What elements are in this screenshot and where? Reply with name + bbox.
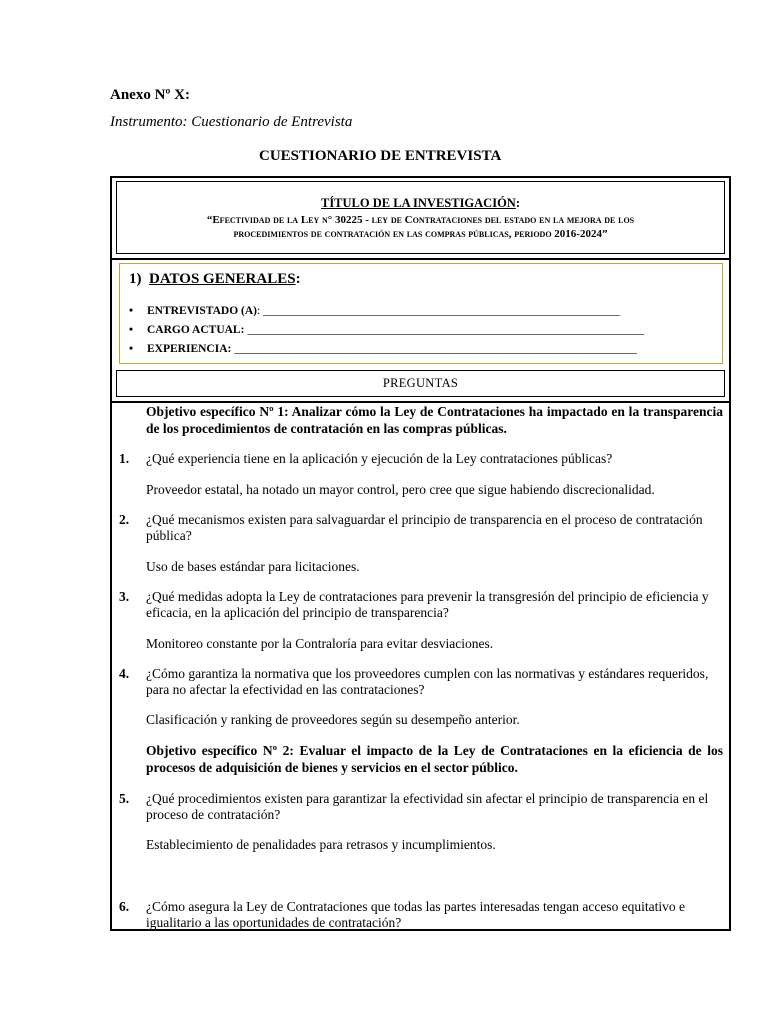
answer-text: Uso de bases estándar para licitaciones. [146,559,360,574]
questions-header: PREGUNTAS [116,370,725,397]
question-number: 2. [119,512,130,527]
field-blank-line[interactable]: ______________________________________________________________________ [231,343,637,355]
bullet-icon: • [129,324,134,336]
question-text: ¿Qué procedimientos existen para garantizar la efectividad sin afectar el principio de transparencia en el proceso de contratación? [146,791,709,822]
field-label: EXPERIENCIA: [147,343,232,355]
answer-text: Proveedor estatal, ha notado un mayor control, pero cree que sigue habiendo discrecionalidad. [146,482,655,497]
research-title-heading [117,196,724,211]
field-blank-line[interactable]: : ______________________________________________________________ [257,305,620,317]
field-blank-line[interactable]: _____________________________________________________________________ [244,324,645,336]
answer-text: Clasificación y ranking de proveedores según su desempeño anterior. [146,712,520,727]
question-text: ¿Qué medidas adopta la Ley de contrataciones para prevenir la transgresión del principio de eficiencia y eficacia, en la aplicación del principio de transparencia? [146,589,709,620]
general-data-heading-colon: : [295,271,301,287]
field-label: ENTREVISTADO (A) [147,305,258,317]
general-data-box [119,263,723,364]
research-title-box [116,181,725,254]
question-number: 4. [119,666,130,681]
bullet-icon: • [129,305,134,317]
objective-2: Objetivo específico Nº 2: Evaluar el impacto de la Ley de Contrataciones en la eficiencia de los procesos de adquisición de bienes y servicios en el sector público. [146,743,723,775]
question-number: 3. [119,589,130,604]
research-heading-colon: : [515,196,520,210]
instrument-label: Instrumento: Cuestionario de Entrevista [110,114,353,130]
question-number: 5. [119,791,130,806]
general-data-number: 1) [129,271,142,287]
question-text: ¿Qué experiencia tiene en la aplicación y ejecución de la Ley contrataciones públicas? [146,451,613,466]
general-data-heading-text: DATOS GENERALES [149,271,296,287]
question-number: 6. [119,899,130,914]
answer-text: Monitoreo constante por la Contraloría para evitar desviaciones. [146,636,494,651]
research-heading-text: TÍTULO DE LA INVESTIGACIÓN [320,196,516,210]
research-title-line-1: “Efectividad de la Ley n° 30225 - ley de Contrataciones del estado en la mejora de los [206,214,635,226]
field-interviewee [129,302,644,321]
questionnaire-frame [110,176,731,931]
objective-1: Objetivo específico Nº 1: Analizar cómo la Ley de Contrataciones ha impactado en la transparencia de los procedimientos de contratación en las compras públicas. [146,404,723,436]
section-divider [112,258,729,260]
question-text: ¿Cómo asegura la Ley de Contrataciones que todas las partes interesadas tengan acceso equitativo e igualitario a las oportunidades de contratación? [146,899,686,930]
document-title: CUESTIONARIO DE ENTREVISTA [259,148,502,164]
field-current-position [129,321,644,340]
question-text: ¿Cómo garantiza la normativa que los proveedores cumplen con las normativas y estándares requeridos, para no afectar la efectividad en las contrataciones? [146,666,709,697]
questions-divider [112,401,729,403]
bullet-icon: • [129,343,134,355]
field-experience [129,340,644,359]
answer-text: Establecimiento de penalidades para retrasos y incumplimientos. [146,837,496,852]
general-data-heading [129,271,301,288]
annex-label: Anexo Nº X: [110,87,190,103]
question-text: ¿Qué mecanismos existen para salvaguardar el principio de transparencia en el proceso de contratación pública? [146,512,703,543]
general-data-list [129,302,644,359]
question-number: 1. [119,451,130,466]
field-label: CARGO ACTUAL: [147,324,245,336]
research-title-line-2: procedimientos de contratación en las compras públicas, periodo 2016-2024” [233,228,608,240]
